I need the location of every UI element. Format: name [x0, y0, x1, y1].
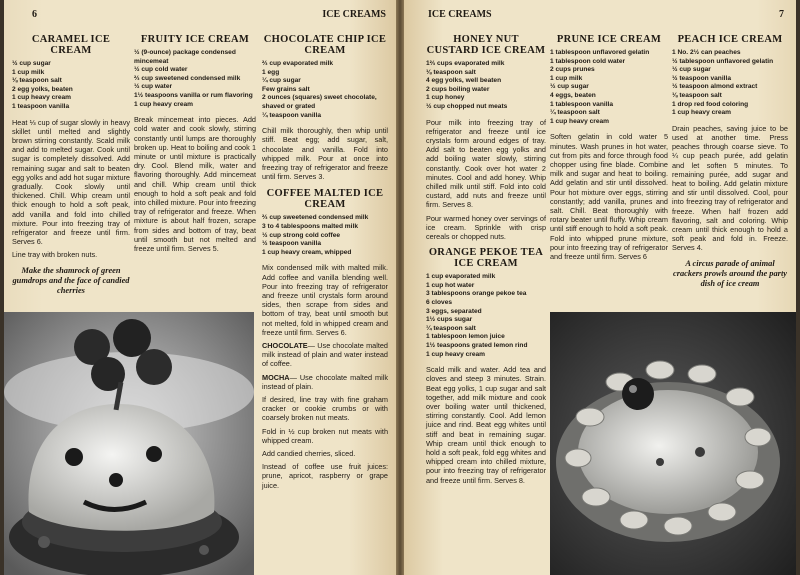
ingredient: 1 tablespoon lemon juice [426, 333, 505, 341]
ice-cream-face-photo [4, 312, 254, 575]
ingredient: 1 cup honey [426, 94, 465, 102]
ingredient: 1 cup milk [12, 68, 45, 76]
animal-cracker-dish-photo [550, 312, 796, 575]
method-orange-pekoe: Scald milk and water. Add tea and cloves and steep 3 minutes. Strain. Beat egg yolks, 1 cup sugar and salt together, add milk mixture and cook over boiling water until thickened, stirring constantly. Cool. Add lemon juice and rind. Beat egg whites until stiff and beat in remaining sugar. Whip cream until thick enough to hold a soft peak, fold egg whites and whipped cream into chilled mixture, pour into freezing tray of refrigerator and freeze until firm. Serves 8. [426, 365, 546, 485]
cracker-parade-illustration [550, 312, 796, 575]
recipe-title-prune: PRUNE ICE CREAM [556, 34, 662, 45]
ingredient: ⅛ teaspoon salt [12, 77, 62, 85]
ingredient: 1 drop red food coloring [672, 100, 749, 108]
column-honey-orange [426, 34, 546, 489]
page-number: 6 [32, 9, 37, 20]
tip: If desired, line tray with fine graham cracker or cookie crumbs or with coarsely broken nut meats. [262, 394, 388, 423]
ingredient: 1½ cups sugar [426, 316, 473, 324]
book-gutter [396, 0, 404, 575]
note-caramel: Line tray with broken nuts. [12, 250, 98, 260]
ingredients-orange-pekoe [426, 273, 546, 359]
ingredients-chocolate-chip [262, 60, 388, 120]
method-peach: Drain peaches, saving juice to be used at another time. Press peaches through coarse sieve. To ¼ cup peach purée, add gelatin and let soften 5 minutes. To remaining purée, add sugar and heat to boiling. Add gelatin mixture and stir until dissolved. Cool, pour into freezing tray of refrigerator and freeze. When half frozen add flavoring, salt and coloring. Whip cream until thick enough to hold a soft peak and fold in. Freeze. Serves 4. [672, 123, 788, 253]
page-number: 7 [779, 9, 784, 20]
method-honey-nut: Pour milk into freezing tray of refrigerator and freeze until ice crystals form around edges of tray. Add salt to beaten egg yolks and add boiling water slowly, stirring constantly. Cook over hot water 2 minutes. Cool and add honey. Whip chilled milk until stiff. Fold into cold custard, add nuts and freeze until firm. Serves 8. [426, 117, 546, 210]
ingredient: 1 cup heavy cream [426, 350, 486, 358]
ingredient: ½ teaspoon almond extract [672, 83, 758, 91]
recipe-title-chocolate-chip: CHOCOLATE CHIP ICE CREAM [263, 34, 387, 56]
ingredient: 1 tablespoon unflavored gelatin [550, 49, 650, 56]
ingredient: 1 cup heavy cream [672, 109, 732, 117]
ingredient: 2 ounces (squares) sweet chocolate, shaved or grated [262, 94, 377, 110]
ingredient: 1 cup heavy cream, whipped [262, 248, 352, 256]
ingredient: 1 tablespoon cold water [550, 57, 626, 65]
ingredient: 3 tablespoons orange pekoe tea [426, 290, 527, 298]
ingredient: ½ cup water [134, 83, 173, 91]
column-caramel [12, 34, 130, 296]
method-coffee-malted: Mix condensed milk with malted milk. Add coffee and vanilla blending well. Pour into freezing tray of refrigerator and freeze until crystals form around sides, then scrape from sides and bottom of tray, beat until smooth but not melted, fold in whipped cream and freeze until firm. Serves 6. [262, 263, 388, 337]
photo-caption-left: Make the shamrock of green gumdrops and the face of candied cherries [12, 265, 130, 295]
ingredient: 1½ teaspoons grated lemon rind [426, 341, 528, 349]
running-header: ICE CREAMS [322, 9, 386, 20]
tip: Fold in ½ cup broken nut meats with whipped cream. [262, 426, 388, 445]
ingredient: 1 cup heavy cream [12, 94, 72, 102]
ingredient: ⅔ cup sweetened condensed milk [262, 214, 369, 222]
ingredient: 4 eggs, beaten [550, 91, 596, 99]
variation-text: — Use chocolate malted milk instead of plain and water instead of coffee. [262, 340, 388, 369]
ingredient: ¼ teaspoon salt [550, 109, 600, 117]
ingredient: 1½ teaspoons vanilla or rum flavoring [134, 91, 253, 99]
shamrock-face-illustration [4, 312, 254, 575]
ingredients-fruity [134, 49, 256, 109]
ingredient: 3 to 4 tablespoons malted milk [262, 222, 358, 230]
ingredient: 3 eggs, separated [426, 307, 482, 315]
ingredient: 1 tablespoon vanilla [550, 100, 614, 108]
variation-label: CHOCOLATE [262, 340, 308, 350]
ingredient: Few grains salt [262, 85, 310, 93]
ingredient: 6 cloves [426, 298, 453, 306]
ingredient: 2 egg yolks, beaten [12, 85, 73, 93]
ingredient: 1 teaspoon vanilla [12, 102, 70, 110]
ingredient: 1 cup milk [550, 74, 583, 82]
variation-label: MOCHA [262, 372, 290, 382]
ingredient: ¼ teaspoon vanilla [262, 111, 321, 119]
ingredient: ½ cup chopped nut meats [426, 102, 508, 110]
ingredient: 2 cups boiling water [426, 85, 490, 93]
method-chocolate-chip: Chill milk thoroughly, then whip until stiff. Beat egg; add sugar, salt, chocolate and vanilla. Fold into whipped milk. Pour at once into freezing tray of refrigerator and freeze until firm. Serves 3. [262, 126, 388, 182]
variation-mocha [262, 373, 388, 391]
column-chocolate-coffee [262, 34, 388, 494]
ingredient: 1⅔ cups evaporated milk [426, 60, 505, 67]
ingredient: ⅛ teaspoon salt [426, 68, 476, 76]
ingredient: ½ cup cold water [134, 66, 188, 74]
column-prune [550, 34, 668, 265]
ingredients-prune [550, 49, 668, 126]
left-page [4, 0, 396, 575]
recipe-title-orange-pekoe: ORANGE PEKOE TEA ICE CREAM [428, 247, 544, 270]
ingredient: 2 cups prunes [550, 66, 595, 74]
ingredient: ⅛ teaspoon salt [672, 91, 722, 99]
ingredient: ½ tablespoon unflavored gelatin [672, 57, 774, 65]
running-header: ICE CREAMS [428, 9, 492, 20]
recipe-title-fruity: FRUITY ICE CREAM [140, 34, 250, 45]
ingredient: 4 egg yolks, well beaten [426, 77, 502, 85]
ingredient: 1 No. 2½ can peaches [672, 49, 741, 56]
ingredient: ⅔ cup sweetened condensed milk [134, 74, 241, 82]
ingredient: ½ teaspoon vanilla [262, 240, 321, 248]
ingredients-peach [672, 49, 788, 118]
variation-text: — Use chocolate malted milk instead of plain. [262, 372, 388, 391]
variation-chocolate [262, 341, 388, 369]
method-prune: Soften gelatin in cold water 5 minutes. Wash prunes in hot water, cut from pits and force through food chopper using fine blade. Combine milk and sugar and heat to boiling. Add gelatin and stir until dissolved. Pour hot mixture over eggs, stirring constantly; add vanilla, prunes and salt. Chill. Beat thoroughly with rotary beater until fluffy. Whip cream until stiff enough to hold a soft peak. Fold into whipped prune mixture, pour into freezing tray of refrigerator and freeze until firm. Serves 6 [550, 132, 668, 261]
column-fruity [134, 34, 256, 257]
photo-caption-right: A circus parade of animal crackers prowls around the party dish of ice cream [672, 258, 787, 288]
tip: Instead of coffee use fruit juices: prune, apricot, raspberry or grape juice. [262, 462, 388, 490]
ingredients-caramel [12, 60, 130, 112]
ingredient: 1 cup heavy cream [134, 100, 194, 108]
column-peach [672, 34, 788, 289]
ingredient: ⅔ cup evaporated milk [262, 60, 334, 67]
method-caramel: Heat ⅓ cup of sugar slowly in heavy skillet until melted and slightly brown stirring constantly. Scald milk and add to melted sugar. Cook until sugar is completely dissolved. Add remaining sugar and salt to beaten egg yolks and add hot sugar mixture gradually. Cook slowly until thickened. Chill. Whip cream until thick enough to hold a soft peak, add vanilla and fold into chilled mixture. Pour into freezing tray of refrigerator and freeze until firm. Serves 6. [12, 117, 130, 247]
ingredient: ½ (9-ounce) package condensed mincemeat [134, 49, 236, 65]
ingredient: ½ cup sugar [550, 83, 589, 91]
ingredient: 1 cup heavy cream [550, 117, 610, 125]
note-honey-nut: Pour warmed honey over servings of ice cream. Sprinkle with crisp cereals or chopped nuts. [426, 213, 546, 241]
recipe-title-honey-nut: HONEY NUT CUSTARD ICE CREAM [426, 34, 546, 56]
right-page [404, 0, 796, 575]
ingredient: ½ cup strong cold coffee [262, 231, 341, 239]
ingredients-coffee-malted [262, 214, 388, 257]
ingredient: ¼ teaspoon salt [426, 324, 476, 332]
tip: Add candied cherries, sliced. [262, 449, 356, 458]
ingredient: ¼ cup sugar [262, 77, 301, 85]
method-fruity: Break mincemeat into pieces. Add cold water and cook slowly, stirring constantly until lumps are thoroughly broken up. Heat to boiling and cook 1 minute or until mixture is practically dry. Cool. Blend milk, water and flavoring thoroughly. Add mincemeat and chill. Whip cream until thick enough to hold a soft peak and fold into chilled mixture. Pour into freezing tray of refrigerator and freeze. When mixture is about half frozen, scrape from sides and bottom of tray, beat until smooth but not melted and freeze until firm. Serves 5. [134, 115, 256, 253]
ingredients-honey-nut [426, 60, 546, 112]
recipe-title-coffee-malted: COFFEE MALTED ICE CREAM [266, 188, 384, 211]
ingredient: 1 cup hot water [426, 281, 475, 289]
ingredient: 1 egg [262, 68, 280, 76]
recipe-title-peach: PEACH ICE CREAM [677, 34, 783, 45]
ingredient: ½ cup sugar [12, 60, 51, 67]
recipe-title-caramel: CARAMEL ICE CREAM [31, 34, 111, 56]
ingredient: 1 cup evaporated milk [426, 273, 496, 281]
ingredient: ½ teaspoon vanilla [672, 74, 731, 82]
ingredient: ½ cup sugar [672, 66, 711, 74]
